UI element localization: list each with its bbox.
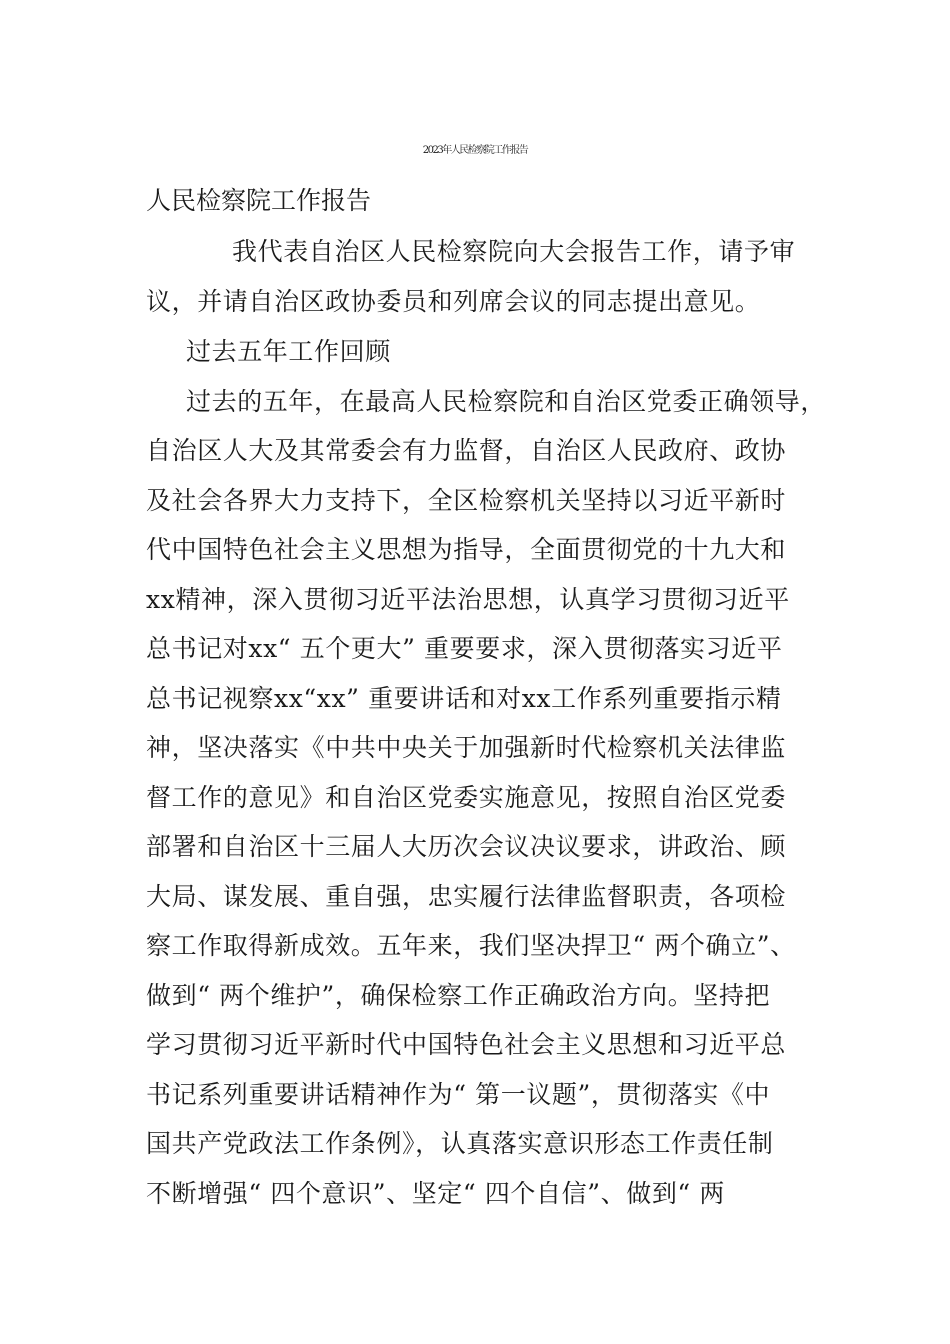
body-line: 不断增强“ 四个意识”、坚定“ 四个自信”、做到“ 两 bbox=[146, 1179, 725, 1208]
document-title: 2023年人民检察院工作报告 bbox=[422, 145, 528, 156]
body-line: 做到“ 两个维护”，确保检察工作正确政治方向。坚持把 bbox=[146, 981, 771, 1010]
body-line: 总书记视察xx“xx” 重要讲话和对xx工作系列重要指示精 bbox=[146, 684, 782, 713]
intro-line: 议，并请自治区政协委员和列席会议的同志提出意见。 bbox=[146, 287, 761, 316]
body-line: 察工作取得新成效。五年来，我们坚决捍卫“ 两个确立”、 bbox=[146, 931, 796, 960]
body-line: 神，坚决落实《中共中央关于加强新时代检察机关法律监 bbox=[146, 733, 787, 762]
body-line: 总书记对xx“ 五个更大” 重要要求，深入贯彻落实习近平 bbox=[146, 634, 783, 663]
body-line: 部署和自治区十三届人大历次会议决议要求，讲政治、顾 bbox=[146, 832, 787, 861]
body-line: xx精神，深入贯彻习近平法治思想，认真学习贯彻习近平 bbox=[146, 585, 790, 614]
body-line: 大局、谋发展、重自强，忠实履行法律监督职责，各项检 bbox=[146, 882, 787, 911]
body-line: 学习贯彻习近平新时代中国特色社会主义思想和习近平总 bbox=[146, 1030, 787, 1059]
section-heading: 过去五年工作回顾 bbox=[186, 337, 391, 366]
body-line: 过去的五年，在最高人民检察院和自治区党委正确领导， bbox=[186, 387, 827, 416]
body-line: 督工作的意见》和自治区党委实施意见，按照自治区党委 bbox=[146, 783, 787, 812]
body-line: 及社会各界大力支持下，全区检察机关坚持以习近平新时 bbox=[146, 486, 787, 515]
body-line: 自治区人大及其常委会有力监督，自治区人民政府、政协 bbox=[146, 436, 787, 465]
document-subtitle: 人民检察院工作报告 bbox=[146, 186, 372, 215]
body-line: 代中国特色社会主义思想为指导，全面贯彻党的十九大和 bbox=[146, 535, 787, 564]
body-line: 书记系列重要讲话精神作为“ 第一议题”，贯彻落实《中 bbox=[146, 1080, 771, 1109]
intro-line: 我代表自治区人民检察院向大会报告工作，请予审 bbox=[232, 237, 796, 266]
body-line: 国共产党政法工作条例》，认真落实意识形态工作责任制 bbox=[146, 1129, 774, 1158]
